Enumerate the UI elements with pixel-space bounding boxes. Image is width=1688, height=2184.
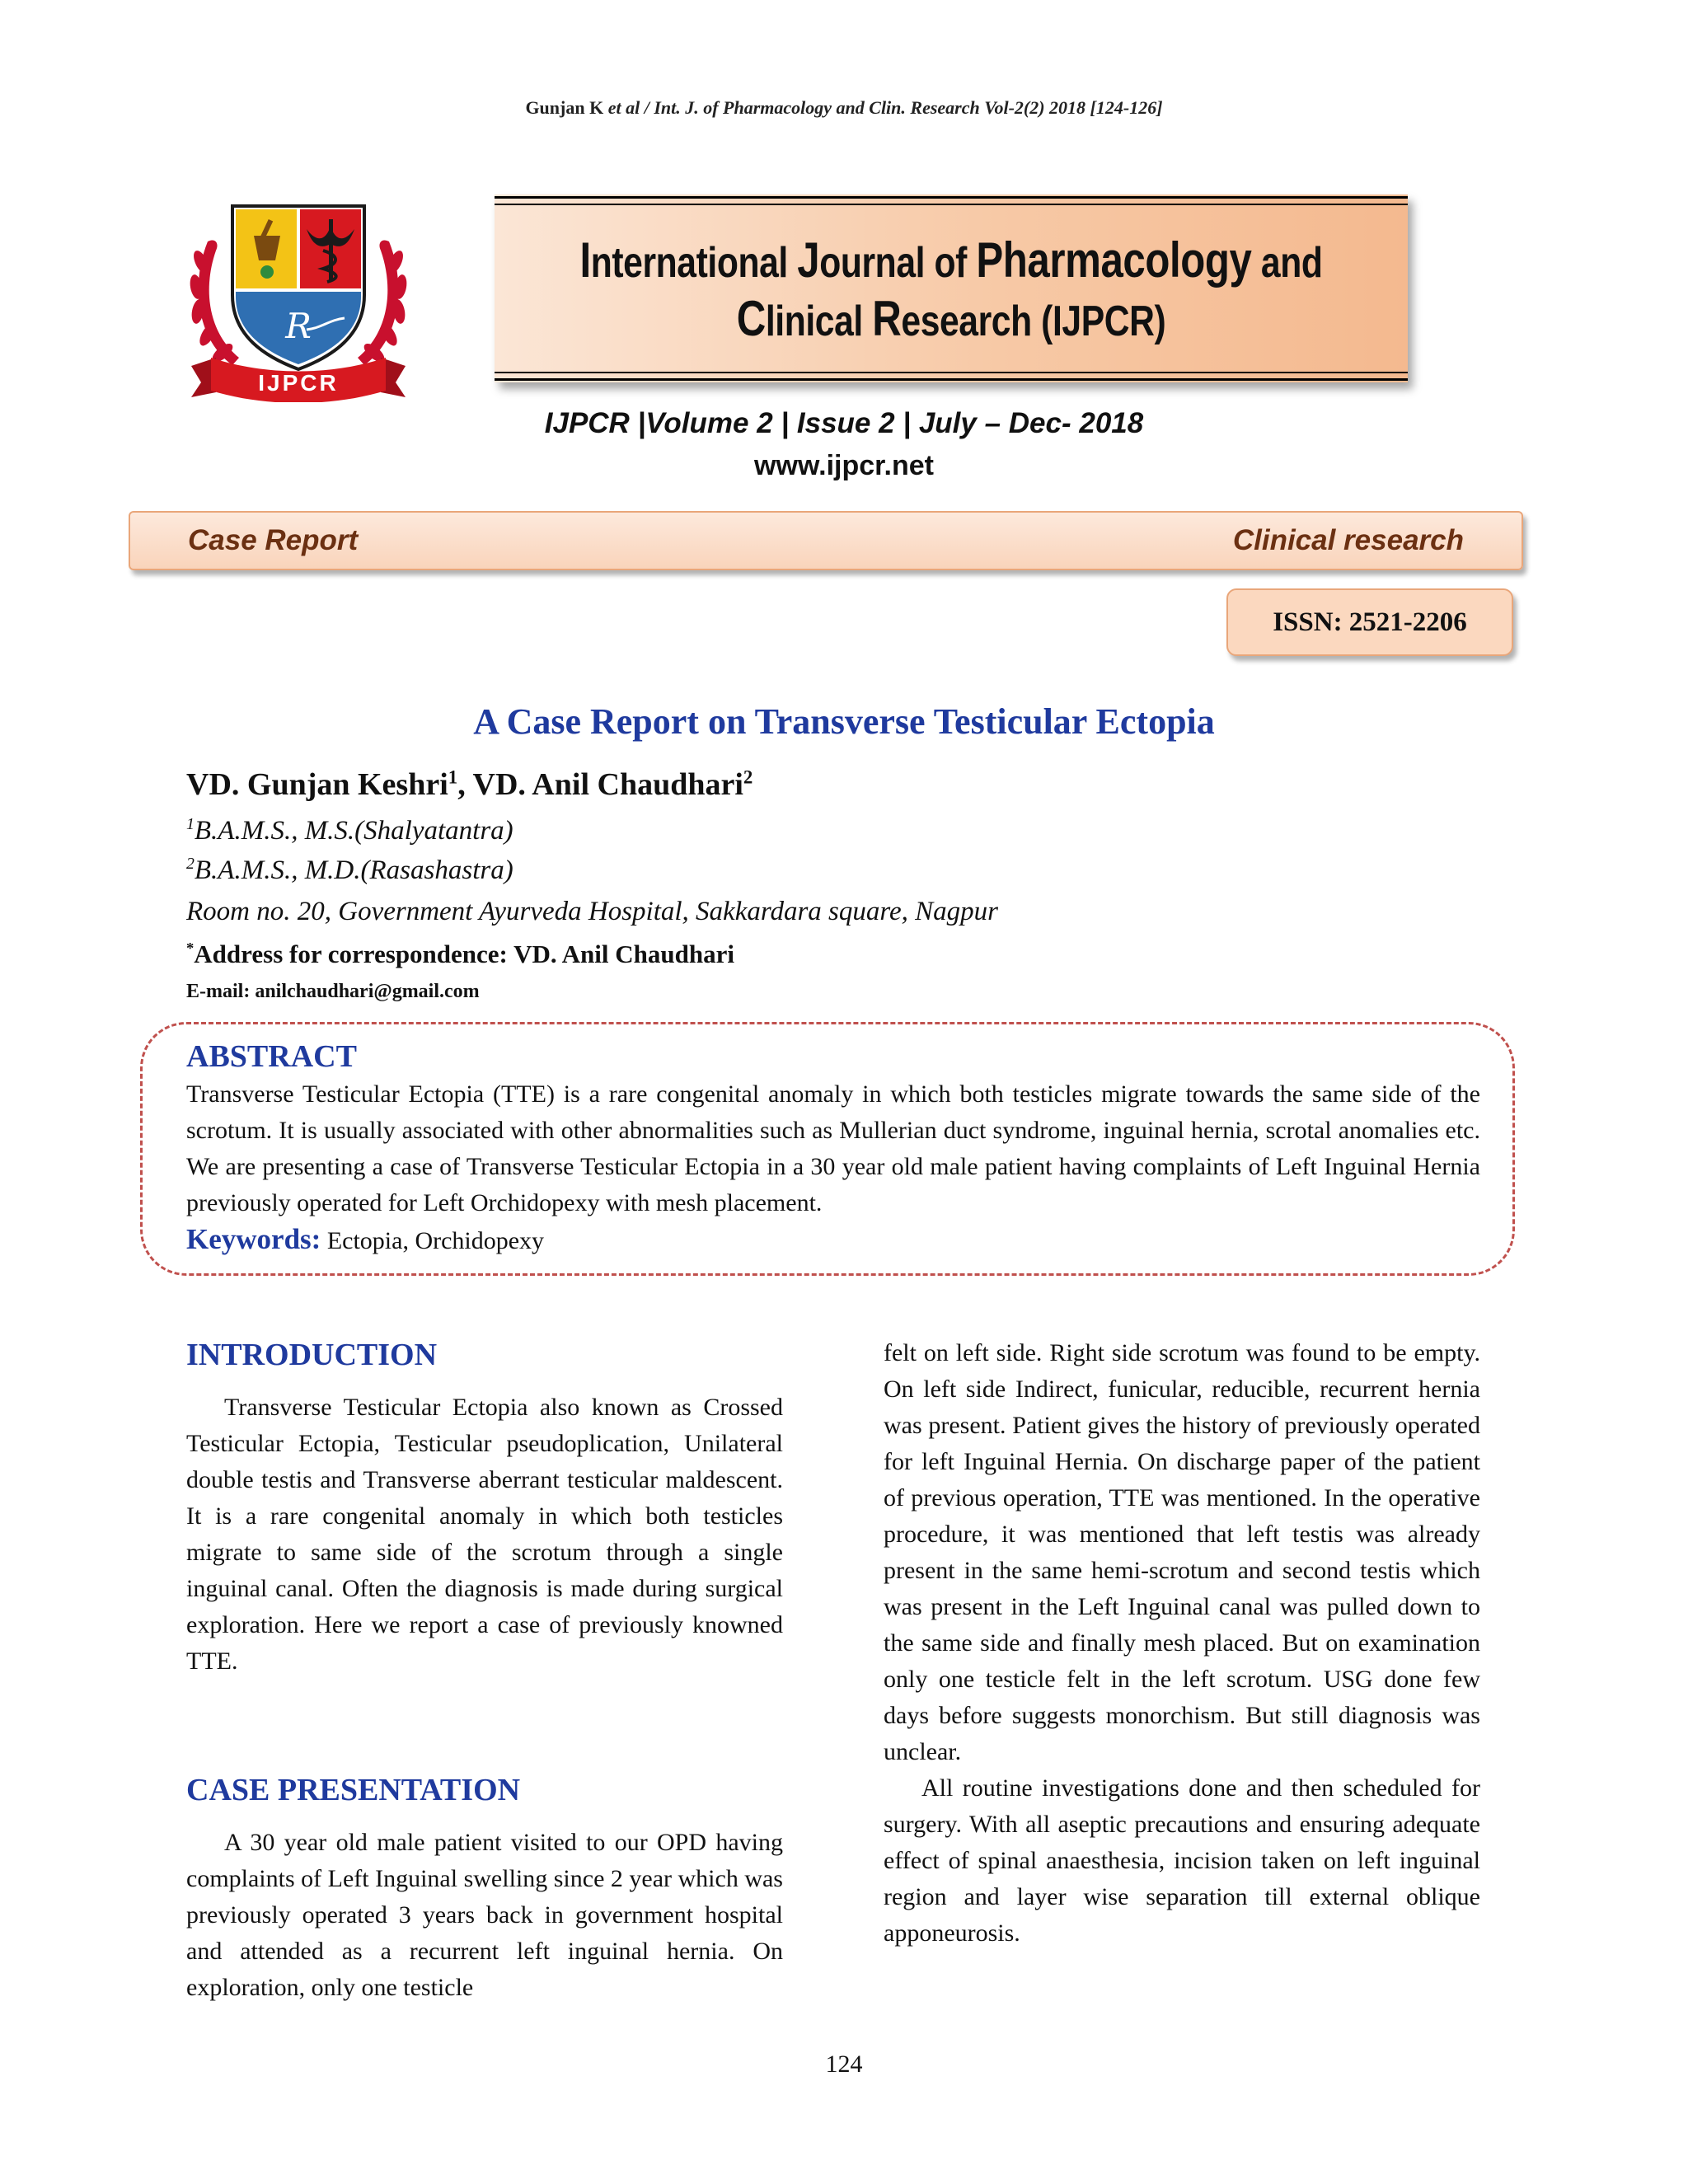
article-type: Case Report — [188, 524, 359, 556]
journal-banner — [495, 194, 1408, 382]
author-list: VD. Gunjan Keshri$^1$, VD. Anil Chaudhari$^2$ — [186, 766, 753, 802]
correspondence: *Address for correspondence: VD. Anil Chaudhari — [186, 940, 734, 968]
keywords-label: Keywords: — [186, 1223, 321, 1255]
shield-icon — [232, 206, 364, 369]
logo-text: IJPCR — [258, 370, 339, 396]
author-2: VD. Anil Chaudhari — [472, 767, 743, 802]
banner-rule-bottom — [495, 372, 1408, 381]
page-number: 124 — [825, 2050, 863, 2078]
journal-name: International Journal of Pharmacology and Clinical Research (IJPCR) — [579, 232, 1323, 346]
right-column-paragraph-2: All routine investigations done and then scheduled for surgery. With all aseptic precautions and ensuring adequate effect of spinal anaesthesia, incision taken on left inguinal region and layer wise separation till external oblique apponeurosis. — [884, 1774, 1480, 1947]
article-category: Clinical research — [1232, 524, 1464, 556]
banner-rule-top — [495, 196, 1408, 205]
running-head-etal: et al — [607, 97, 640, 118]
keywords-list: Ectopia, Orchidopexy — [321, 1227, 545, 1254]
case-presentation-heading: CASE PRESENTATION — [186, 1773, 521, 1807]
article-type-bar — [129, 511, 1523, 570]
author-1: VD. Gunjan Keshri — [186, 767, 448, 802]
abstract-heading: ABSTRACT — [186, 1039, 357, 1074]
right-column-text — [884, 1335, 1480, 1952]
journal-website-link[interactable]: www.ijpcr.net — [754, 450, 934, 481]
abstract-text: Transverse Testicular Ectopia (TTE) is a rare congenital anomaly in which both testicles migrate towards the same side of the scrotum. It is usually associated with other abnormalities such as Mullerian duct syndrome, inguinal hernia, scrotal anomalies etc. We are presenting a case of Transverse Testicular Ectopia in a 30 year old male patient having complaints of Left Inguinal Hernia previously operated for Left Orchidopexy with mesh placement. — [186, 1080, 1480, 1216]
email-link[interactable]: E-mail: anilchaudhari@gmail.com — [186, 981, 480, 1002]
issn-badge: ISSN: 2521-2206 — [1226, 588, 1513, 656]
right-column-paragraph-1: felt on left side. Right side scrotum was found to be empty. On left side Indirect, funicular, reducible, recurrent hernia was present. Patient gives the history of previously operated for left Inguinal Hernia. On discharge paper of the patient of previous operation, TTE was mentioned. In the operative procedure, it was mentioned that left testis was already present in the same hemi-scrotum and second testis which was present in the Left Inguinal canal was pulled down to the same side and finally mesh placed. But on examination only one testicle felt in the left scrotum. USG done few days before suggests monorchism. But still diagnosis was unclear. — [884, 1339, 1480, 1765]
affiliation-2: $^2$B.A.M.S., M.D.(Rasashastra) — [186, 855, 513, 885]
running-head-journal: / Int. J. of Pharmacology and Clin. Research Vol-2(2) 2018 [124-126] — [640, 97, 1163, 118]
ijpcr-logo — [183, 196, 414, 402]
introduction-text: Transverse Testicular Ectopia also known as Crossed Testicular Ectopia, Testicular pseudoplication, Unilateral double testis and Transverse aberrant testicular maldescent. It is a rare congenital anomaly in which both testicles migrate to same side of the scrotum through a single inguinal canal. Often the diagnosis is made during surgical exploration. Here we report a case of previously knowned TTE. — [186, 1394, 783, 1675]
keywords — [186, 1223, 544, 1256]
affiliation-address: Room no. 20, Government Ayurveda Hospital, Sakkardara square, Nagpur — [186, 897, 999, 926]
issue-line: IJPCR |Volume 2 | Issue 2 | July – Dec- 2018 — [544, 407, 1144, 439]
article-title: A Case Report on Transverse Testicular Ectopia — [473, 701, 1215, 742]
case-presentation-text: A 30 year old male patient visited to our OPD having complaints of Left Inguinal swelling since 2 year which was previously operated 3 years back in government hospital and attended as a recurrent left inguinal hernia. On exploration, only one testicle — [186, 1829, 783, 2001]
running-head — [0, 97, 1688, 119]
affiliation-1: $^1$B.A.M.S., M.S.(Shalyatantra) — [186, 815, 513, 846]
logo-monogram: R — [285, 306, 312, 346]
introduction-heading: INTRODUCTION — [186, 1338, 438, 1372]
running-head-author: Gunjan K — [525, 97, 604, 118]
